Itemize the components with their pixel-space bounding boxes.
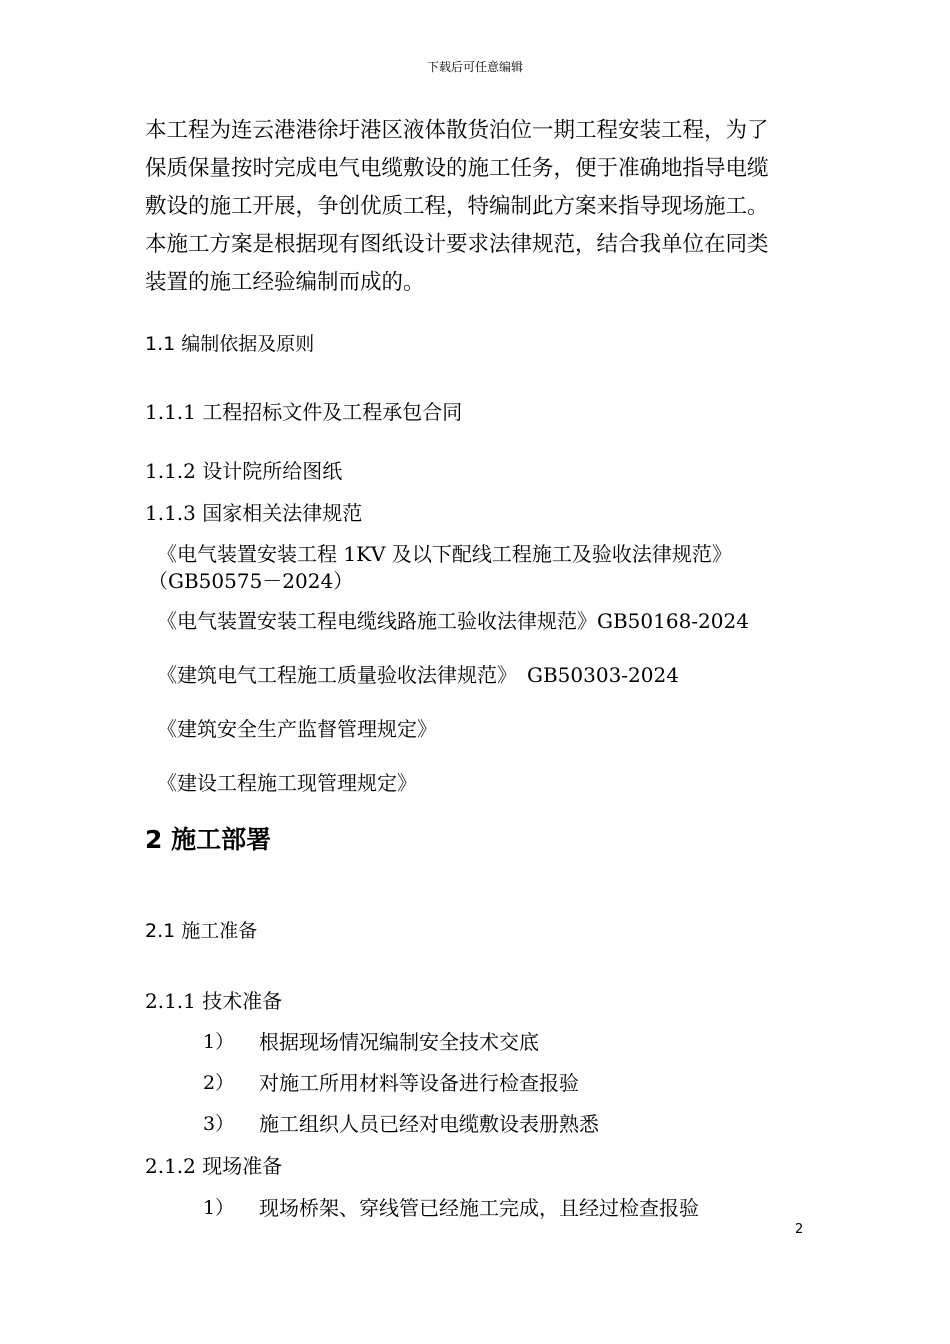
intro-line: 保质保量按时完成电气电缆敷设的施工任务，便于准确地指导电缆: [145, 156, 769, 181]
list-text: 施工组织人员已经对电缆敷设表册熟悉: [259, 1112, 599, 1136]
item-1-1-2: 1.1.2 设计院所给图纸: [145, 459, 343, 483]
list-text: 根据现场情况编制安全技术交底: [259, 1030, 539, 1054]
list-number: 1）: [203, 1031, 235, 1053]
section-heading-2: 2 施工部署: [145, 825, 272, 854]
standard-item-code: （GB50575－2024）: [148, 569, 354, 593]
intro-line: 敷设的施工开展，争创优质工程，特编制此方案来指导现场施工。: [145, 194, 769, 219]
item-1-1-3: 1.1.3 国家相关法律规范: [145, 501, 363, 525]
intro-line: 本工程为连云港港徐圩港区液体散货泊位一期工程安装工程，为了: [145, 118, 769, 143]
intro-line: 本施工方案是根据现有图纸设计要求法律规范，结合我单位在同类: [145, 232, 769, 257]
page-number: 2: [795, 1222, 804, 1237]
list-text: 对施工所用材料等设备进行检查报验: [259, 1071, 579, 1095]
standard-item: 《建筑安全生产监督管理规定》: [157, 717, 437, 741]
list-number: 1）: [203, 1197, 235, 1219]
intro-paragraph: [145, 112, 769, 302]
section-heading-2-1: 2.1 施工准备: [145, 920, 258, 942]
list-number: 2）: [203, 1072, 235, 1094]
item-2-1-1: 2.1.1 技术准备: [145, 989, 283, 1013]
header-note: 下载后可任意编辑: [426, 60, 523, 74]
standard-item: 《建筑电气工程施工质量验收法律规范》 GB50303-2024: [157, 663, 679, 687]
standard-item: 《电气装置安装工程 1KV 及以下配线工程施工及验收法律规范》: [157, 542, 732, 566]
item-2-1-2: 2.1.2 现场准备: [145, 1154, 283, 1178]
item-1-1-1: 1.1.1 工程招标文件及工程承包合同: [145, 400, 463, 424]
standard-item: 《电气装置安装工程电缆线路施工验收法律规范》GB50168-2024: [157, 609, 749, 633]
section-heading-1-1: 1.1 编制依据及原则: [145, 333, 315, 355]
intro-line: 装置的施工经验编制而成的。: [145, 270, 425, 295]
list-number: 3）: [203, 1113, 235, 1135]
list-text: 现场桥架、穿线管已经施工完成，且经过检查报验: [259, 1196, 699, 1220]
standard-item: 《建设工程施工现管理规定》: [157, 771, 417, 795]
